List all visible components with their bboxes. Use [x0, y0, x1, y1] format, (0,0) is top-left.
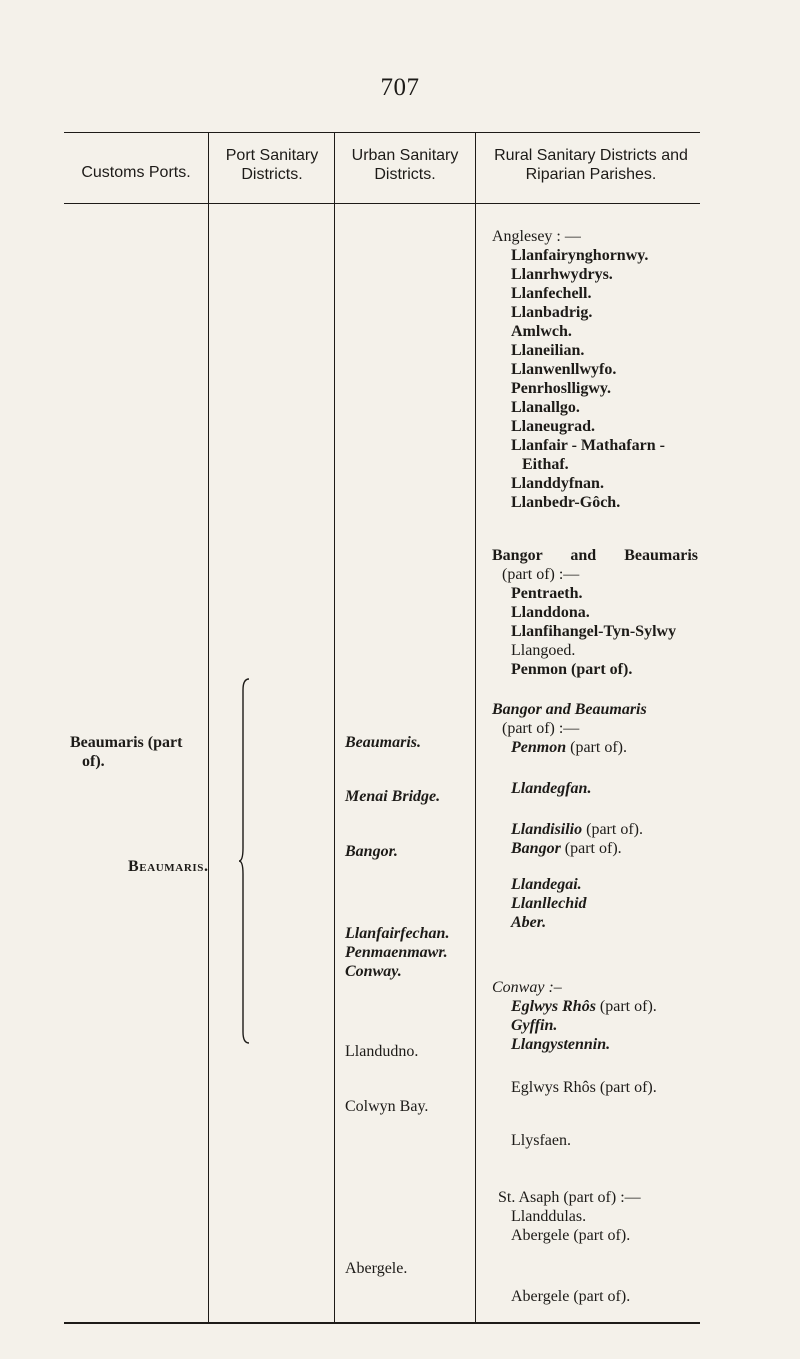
- rural-llysfaen: Llysfaen.: [511, 1132, 571, 1149]
- rural-llandegfan: Llandegfan.: [511, 780, 592, 797]
- urban-penmaenmawr: Penmaenmawr.: [345, 944, 448, 961]
- page-number: 707: [380, 74, 420, 101]
- rural-gyffin: Gyffin.: [511, 1017, 558, 1034]
- rural-st-asaph-heading: St. Asaph (part of) :—: [498, 1189, 641, 1206]
- rural-llanllechid: Llanllechid: [511, 895, 587, 912]
- urban-menai-bridge: Menai Bridge.: [345, 788, 441, 805]
- rural-bangor-beaumaris-2-heading-cont: (part of) :—: [502, 720, 580, 737]
- urban-beaumaris: Beaumaris.: [345, 734, 422, 751]
- rural-bangor-beaumaris-heading-cont: (part of) :—: [502, 566, 580, 583]
- urban-colwyn-bay: Colwyn Bay.: [345, 1098, 429, 1115]
- rural-bangor-beaumaris-heading: Bangor and Beaumaris: [492, 547, 698, 564]
- rural-llandisilio-suffix: (part of).: [586, 821, 643, 838]
- rural-llanddulas: Llanddulas.: [511, 1208, 587, 1225]
- rural-anglesey-parish: Eithaf.: [522, 456, 569, 473]
- column-divider-3: [475, 132, 476, 1322]
- table-top-rule: [64, 132, 700, 133]
- urban-llandudno: Llandudno.: [345, 1043, 419, 1060]
- urban-conway: Conway.: [345, 963, 402, 980]
- urban-llanfairfechan: Llanfairfechan.: [345, 925, 450, 942]
- rural-bangor-beaumaris-parish: Penmon (part of).: [511, 661, 633, 678]
- table-bottom-rule: [64, 1322, 700, 1324]
- rural-conway-heading: Conway :–: [492, 979, 562, 996]
- rural-bangor-beaumaris-parish: Llangoed.: [511, 642, 576, 659]
- rural-bangor-beaumaris-parish: Llanfihangel-Tyn-Sylwy: [511, 623, 677, 640]
- port-district-name: Beaumaris.: [128, 858, 209, 875]
- rural-llandisilio: [511, 820, 643, 839]
- rural-anglesey-parish: Llaneilian.: [511, 342, 585, 359]
- rural-penmon-name: Penmon: [511, 739, 567, 756]
- rural-abergele-part: Abergele (part of).: [511, 1227, 631, 1244]
- rural-anglesey-parish: Llanfair - Mathafarn -: [511, 437, 665, 454]
- urban-bangor: Bangor.: [345, 843, 398, 860]
- rural-bangor-beaumaris-parish: Llanddona.: [511, 604, 590, 621]
- rural-anglesey-parish: Penrhoslligwy.: [511, 380, 612, 397]
- rural-penmon-suffix: (part of).: [570, 739, 627, 756]
- rural-bangor-suffix: (part of).: [564, 840, 622, 857]
- header-bottom-rule: [64, 203, 700, 204]
- rural-bangor-beaumaris-parish: Pentraeth.: [511, 585, 583, 602]
- rural-bangor-beaumaris-2-heading: Bangor and Beaumaris: [492, 701, 647, 718]
- rural-llandegai: Llandegai.: [511, 876, 582, 893]
- rural-anglesey-parish: Llanbedr-Gôch.: [511, 494, 621, 511]
- header-port-sanitary-districts: Port Sanitary Districts.: [225, 147, 319, 183]
- rural-penmon: [511, 738, 627, 757]
- rural-anglesey-parish: Llanrhwydrys.: [511, 266, 613, 283]
- column-divider-2: [334, 132, 335, 1322]
- rural-eglwys-rhos-suffix: (part of).: [599, 998, 657, 1015]
- rural-eglwys-rhos: [511, 997, 657, 1016]
- rural-llangystennin: Llangystennin.: [511, 1036, 611, 1053]
- rural-anglesey-parish: Amlwch.: [511, 323, 572, 340]
- customs-port-name-cont: of).: [82, 753, 105, 770]
- rural-anglesey-parish: Llanfechell.: [511, 285, 592, 302]
- rural-aber: Aber.: [511, 914, 547, 931]
- port-district-brace-icon: [238, 678, 250, 1044]
- rural-anglesey-heading: Anglesey : —: [492, 228, 581, 245]
- column-divider-1: [208, 132, 209, 1322]
- header-rural-sanitary-districts: Rural Sanitary Districts and Riparian Parishes.: [494, 147, 688, 183]
- rural-anglesey-parish: Llanallgo.: [511, 399, 580, 416]
- rural-anglesey-parish: Llaneugrad.: [511, 418, 596, 435]
- rural-bangor: [511, 839, 622, 858]
- rural-eglwys-rhos-name: Eglwys Rhôs: [511, 998, 596, 1015]
- rural-anglesey-parish: Llanddyfnan.: [511, 475, 604, 492]
- urban-abergele: Abergele.: [345, 1260, 408, 1277]
- rural-abergele-part-2: Abergele (part of).: [511, 1288, 631, 1305]
- customs-port-name: Beaumaris (part: [70, 734, 183, 751]
- rural-anglesey-parish: Llanwenllwyfo.: [511, 361, 617, 378]
- header-urban-sanitary-districts: Urban Sanitary Districts.: [351, 147, 459, 183]
- rural-llandisilio-name: Llandisilio: [511, 821, 583, 838]
- rural-anglesey-parish: Llanbadrig.: [511, 304, 593, 321]
- rural-anglesey-parish: Llanfairynghornwy.: [511, 247, 649, 264]
- rural-bangor-name: Bangor: [511, 840, 561, 857]
- rural-eglwys-rhos-plain: Eglwys Rhôs (part of).: [511, 1079, 657, 1096]
- header-customs-ports: Customs Ports.: [81, 164, 191, 181]
